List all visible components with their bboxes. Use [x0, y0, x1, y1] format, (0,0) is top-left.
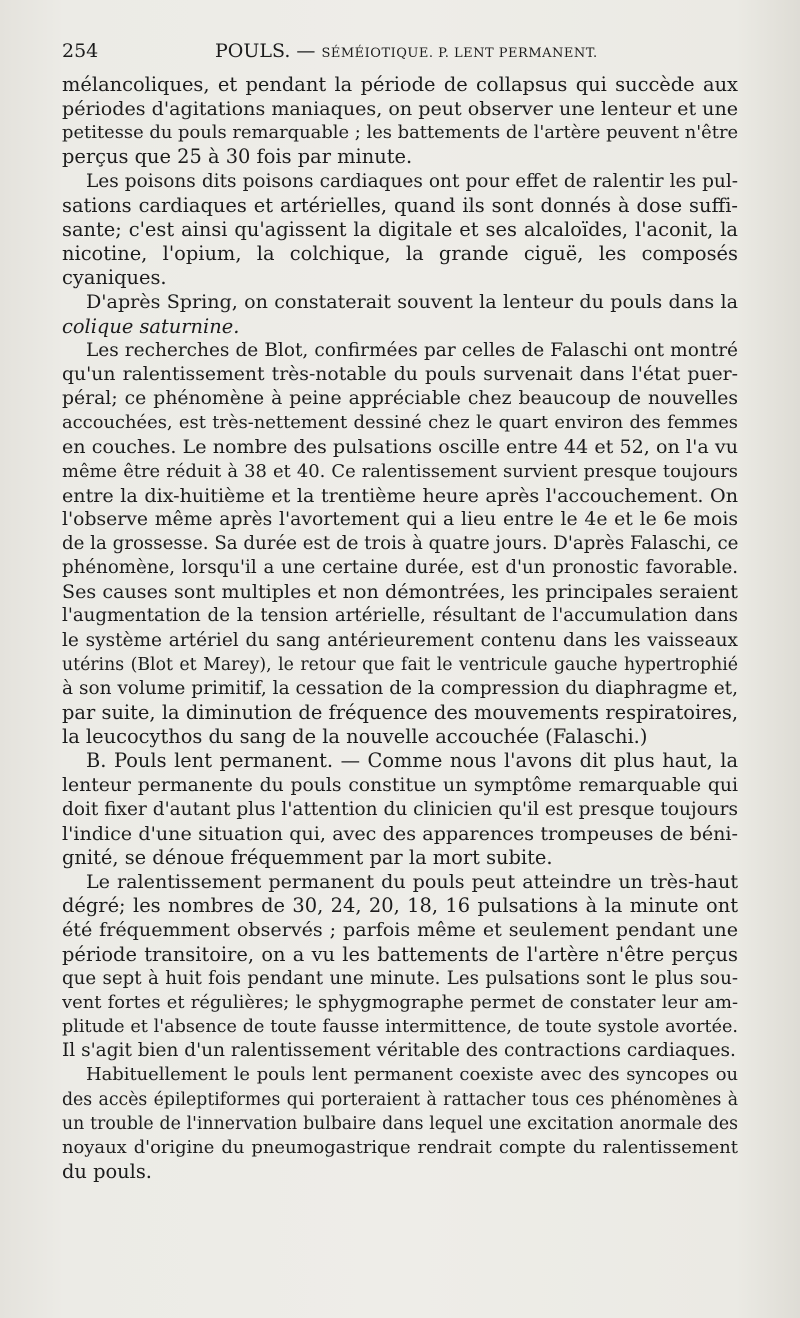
text-line: sations cardiaques et artérielles, quand ils sont donnés à dose suffi- — [62, 193, 738, 217]
text-line: Il s'agit bien d'un ralentissement véritable des contractions cardiaques. — [62, 1040, 736, 1062]
running-title-sub: SÉMÉIOTIQUE. P. LENT PERMANENT. — [321, 46, 598, 61]
text-line: sante; c'est ainsi qu'agissent la digitale et ses alcaloïdes, l'aconit, la — [62, 217, 738, 241]
text-line: vent fortes et régulières; le sphygmographe permet de constater leur am- — [62, 991, 738, 1013]
text-line: été fréquemment observés ; parfois même et seulement pendant une — [62, 918, 738, 942]
running-title — [215, 36, 598, 69]
text-line: l'indice d'une situation qui, avec des apparences trompeuses de béni- — [62, 821, 738, 845]
text-line: de la grossesse. Sa durée est de trois à quatre jours. D'après Falaschi, ce — [62, 532, 738, 554]
text-line: D'après Spring, on constaterait souvent la lenteur du pouls dans la — [86, 290, 738, 314]
text-line: périodes d'agitations maniaques, on peut observer une lenteur et une — [62, 97, 738, 121]
text-line: doit fixer d'autant plus l'attention du clinicien qu'il est presque toujours — [62, 798, 738, 820]
text-line: Les poisons dits poisons cardiaques ont pour effet de ralentir les pul- — [86, 170, 738, 192]
text-line: par suite, la diminution de fréquence des mouvements respiratoires, — [62, 701, 738, 725]
text-line: en couches. Le nombre des pulsations oscille entre 44 et 52, on l'a vu — [62, 435, 738, 459]
text-line: phénomène, lorsqu'il a une certaine durée, est d'un pronostic favorable. — [62, 557, 738, 579]
text-line: perçus que 25 à 30 fois par minute. — [62, 145, 413, 169]
text-line: petitesse du pouls remarquable ; les battements de l'artère peuvent n'être — [62, 122, 738, 144]
text-line: accouchées, est très-nettement dessiné chez le quart environ des femmes — [62, 412, 738, 434]
text-line: nicotine, l'opium, la colchique, la grande ciguë, les composés — [62, 242, 738, 266]
text-line: plitude et l'absence de toute fausse intermittence, de toute systole avortée. — [62, 1017, 738, 1038]
text-line: gnité, se dénoue fréquemment par la mort subite. — [62, 846, 553, 869]
text-line: période transitoire, on a vu les battements de l'artère n'être perçus — [62, 942, 738, 966]
running-title-sep: — — [296, 40, 316, 62]
text-line: même être réduit à 38 et 40. Ce ralentissement survient presque toujours — [62, 460, 738, 482]
text-line: le système artériel du sang antérieurement contenu dans les vaisseaux — [62, 629, 738, 651]
text-line: l'observe même après l'avortement qui a lieu entre le 4e et le 6e mois — [62, 508, 738, 530]
text-line: utérins (Blot et Marey), le retour que fait le ventricule gauche hypertrophié — [62, 654, 738, 675]
text-line: dégré; les nombres de 30, 24, 20, 18, 16 pulsations à la minute ont — [62, 894, 738, 918]
text-line: Habituellement le pouls lent permanent coexiste avec des syncopes ou — [86, 1064, 738, 1086]
text-line: entre la dix-huitième et la trentième heure après l'accouchement. On — [62, 483, 738, 507]
text-line: lenteur permanente du pouls constitue un symptôme remarquable qui — [62, 774, 738, 796]
page-body-text — [62, 73, 738, 1184]
text-line: Ses causes sont multiples et non démontrées, les principales seraient — [62, 580, 738, 604]
text-line: qu'un ralentissement très-notable du pouls survenait dans l'état puer- — [62, 363, 738, 385]
text-line: B. Pouls lent permanent. — Comme nous l'avons dit plus haut, la — [86, 749, 738, 773]
text-line: des accès épileptiformes qui porteraient à rattacher tous ces phénomènes à — [62, 1089, 738, 1110]
text-line: Les recherches de Blot, confirmées par celles de Falaschi ont montré — [86, 339, 738, 361]
text-line: cyaniques. — [62, 266, 167, 290]
text-line: l'augmentation de la tension artérielle, résultant de l'accumulation dans — [62, 605, 738, 627]
text-line: Le ralentissement permanent du pouls peut atteindre un très-haut — [86, 870, 738, 894]
text-line: péral; ce phénomène à peine appréciable chez beaucoup de nouvelles — [62, 388, 738, 410]
running-title-main: POULS. — [215, 40, 291, 62]
text-line: que sept à huit fois pendant une minute. Les pulsations sont le plus sou- — [62, 967, 738, 989]
text-line: noyaux d'origine du pneumogastrique rendrait compte du ralentissement — [62, 1136, 738, 1158]
page-number: 254 — [62, 40, 99, 62]
text-line: colique saturnine. — [62, 314, 240, 338]
text-line: à son volume primitif, la cessation de la compression du diaphragme et, — [62, 677, 738, 699]
text-line: mélancoliques, et pendant la période de collapsus qui succède aux — [62, 73, 738, 96]
text-line: un trouble de l'innervation bulbaire dans lequel une excitation anormale des — [62, 1113, 738, 1134]
text-line: du pouls. — [62, 1160, 152, 1184]
text-line: la leucocythos du sang de la nouvelle accouchée (Falaschi.) — [62, 725, 648, 749]
running-header — [62, 36, 738, 66]
